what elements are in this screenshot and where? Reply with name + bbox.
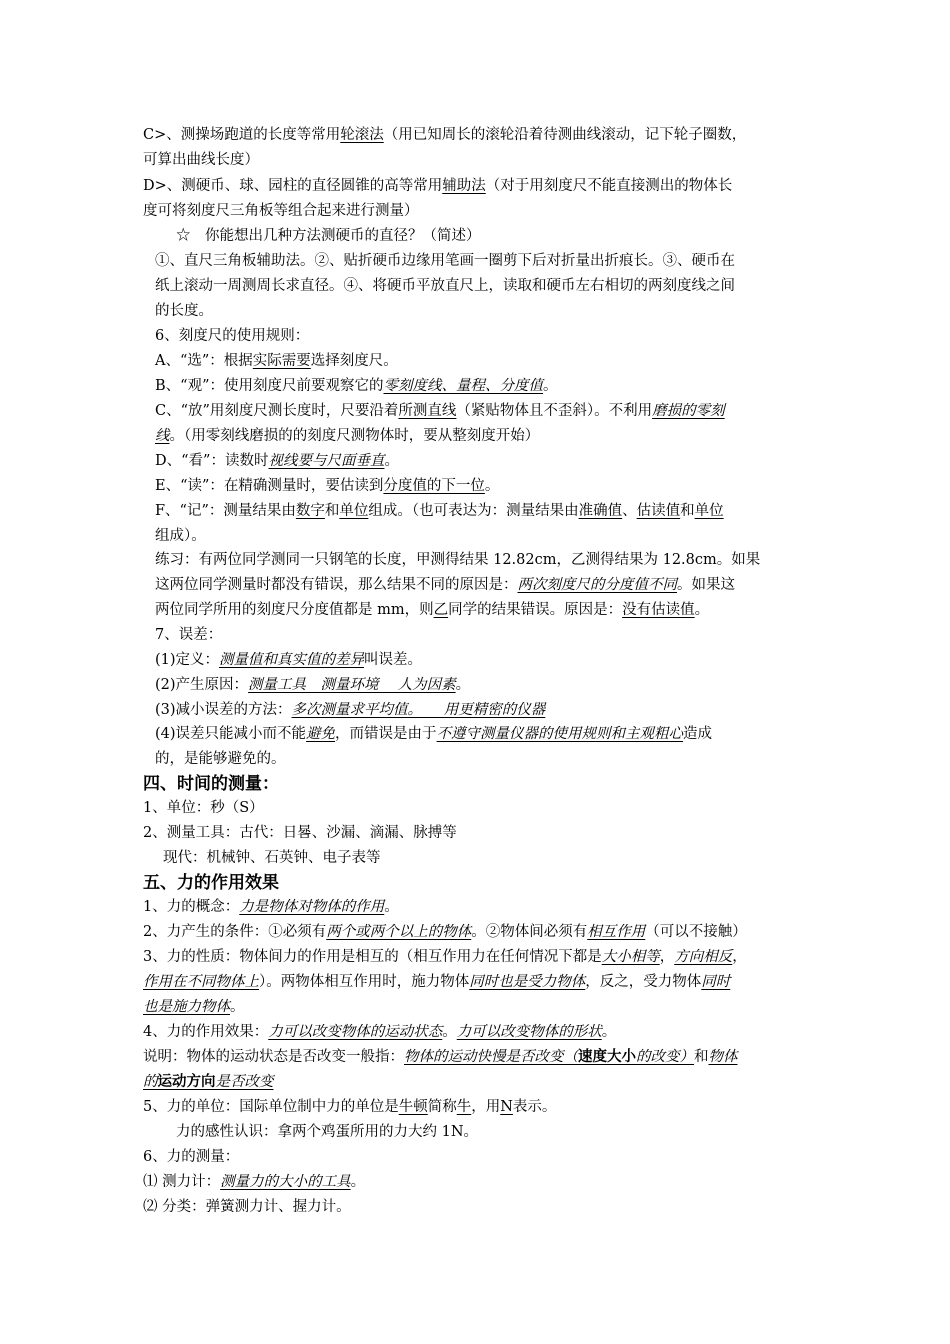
underlined-answer: 估读值 [636,503,681,519]
text-segment: 和 [324,503,340,519]
text-segment: （可以不接触） [645,924,747,940]
text-segment: 4、力的作用效果： [143,1024,269,1040]
underlined-answer: 力可以改变物体的形状 [456,1024,602,1040]
text-segment: 和 [680,503,695,519]
text-segment: 6、力的测量： [143,1149,240,1165]
underlined-answer: 乙 [433,602,449,618]
text-line [143,1047,813,1067]
text-line [143,947,813,967]
underlined-answer: 也是施力物体 [143,999,230,1015]
text-segment: 。 [601,1024,617,1040]
underlined-answer: 力是物体对物体的作用 [239,899,385,915]
text-line [143,922,813,942]
text-segment: 。 [350,1174,366,1190]
text-segment: 1、力的概念： [143,899,240,915]
text-segment: 五、力的作用效果 [143,873,279,893]
text-line [143,1147,813,1167]
underlined-answer: 准确值 [578,503,623,519]
underlined-answer: 两个或两个以上的物体 [326,924,472,940]
text-line [155,600,825,620]
text-segment: 组成。（也可表达为：测量结果由 [368,503,579,519]
text-line [176,226,846,246]
underlined-answer: 运动方向 [157,1073,216,1090]
text-segment: C>、测操场跑道的长度等常用 [143,127,341,143]
text-segment: A、“选”：根据 [155,353,253,369]
underlined-answer: 速度大小 [578,1048,636,1065]
text-line [155,351,825,371]
text-segment: 这两位同学测量时都没有错误，那么结果不同的原因是： [155,577,518,593]
underlined-answer: 轮滚法 [340,127,384,143]
underlined-answer: 是否改变 [215,1074,274,1090]
text-line [155,724,825,744]
text-line [155,700,825,720]
underlined-answer: 多次测量求平均值。 用更精密的仪器 [291,702,546,718]
underlined-answer: 单位 [339,503,369,519]
underlined-answer: 分度值的下一位 [383,478,485,494]
text-line [155,476,825,496]
text-segment: 和 [694,1049,709,1065]
text-segment: ⑵ 分类：弹簧测力计、握力计。 [143,1199,351,1215]
text-segment: 度可将刻度尺三角板等组合起来进行测量） [143,203,419,219]
underlined-answer: 同时也是受力物体 [469,974,586,990]
text-line [155,401,825,421]
text-segment: 5、力的单位：国际单位制中力的单位是 [143,1099,399,1115]
text-line [143,125,813,145]
text-line [155,575,825,595]
underlined-answer: 同时 [701,974,731,990]
text-line [155,426,825,446]
text-segment: 练习：有两位同学测同一只钢笔的长度，甲测得结果 12.82cm，乙测得结果为 12.8cm。如果 [155,552,761,568]
text-segment: 。②物体间必须有 [471,924,588,940]
text-line [143,1022,813,1042]
text-segment: E、“读”：在精确测量时，要估读到 [155,478,384,494]
underlined-answer: 的改变） [636,1049,694,1065]
underlined-answer: 测量力的大小的工具 [220,1174,351,1190]
text-segment: 简称 [427,1099,457,1115]
text-segment: 7、误差： [155,627,223,643]
underlined-answer: 视线要与尺面垂直 [268,453,385,469]
underlined-answer: 相互作用 [587,924,646,940]
text-segment: （用已知周长的滚轮沿着待测曲线滚动，记下轮子圈数， [383,127,747,143]
text-line [143,201,813,221]
text-line [143,1097,813,1117]
text-segment: 同学的结果错误。原因是： [448,602,623,618]
underlined-answer: 方向相反 [674,949,733,965]
text-line [155,276,825,296]
text-segment: (1)定义： [155,652,220,668]
text-line [155,376,825,396]
text-segment: 。（用零刻线磨损的的刻度尺测物体时，要从整刻度开始） [169,428,540,444]
section-heading [143,773,279,795]
text-segment: 。 [384,899,399,915]
underlined-answer: 力可以改变物体的运动状态 [268,1024,443,1040]
text-segment: （对于用刻度尺不能直接测出的物体长 [485,178,733,194]
underlined-answer: 线 [155,428,170,444]
text-line [155,501,825,521]
text-line [143,150,813,170]
underlined-answer: 物体的运动快慢是否改变（ [404,1049,578,1065]
underlined-answer: 没有估读值 [622,602,695,618]
underlined-answer: 不遵守测量仪器的使用规则和主观粗心 [436,726,684,742]
text-line [143,972,813,992]
underlined-answer: 测量值和真实值的差异 [219,652,365,668]
underlined-answer: 的 [143,1074,158,1090]
text-segment: 。 [442,1024,457,1040]
text-line [155,749,825,769]
text-line [155,550,825,570]
text-segment: 。 [230,999,245,1015]
text-line [143,1172,813,1192]
text-segment: 两位同学所用的刻度尺分度值都是 mm，则 [155,602,434,618]
text-segment: (2)产生原因： [155,677,249,693]
text-segment: ①、直尺三角板辅助法。②、贴折硬币边缘用笔画一圈剪下后对折量出折痕长。③、硬币在 [155,253,735,269]
text-segment: ， [732,949,747,965]
text-segment: 选择刻度尺。 [310,353,398,369]
text-segment: 1、单位：秒（S） [143,800,264,816]
text-segment: F、“记”：测量结果由 [155,503,296,519]
text-segment: D、“看”：读数时 [155,453,269,469]
text-segment: 说明：物体的运动状态是否改变一般指： [143,1049,404,1065]
text-segment: 纸上滚动一周测周长求直径。④、将硬币平放直尺上，读取和硬币左右相切的两刻度线之间 [155,278,735,294]
text-segment: ⑴ 测力计： [143,1174,221,1190]
underlined-answer: 测量工具 测量环境 人为因素 [248,677,456,693]
text-line [143,823,813,843]
text-segment: （紧贴物体且不歪斜）。不利用 [456,403,653,419]
text-line [163,848,833,868]
underlined-answer: N [500,1099,513,1115]
text-segment: 可算出曲线长度） [143,152,259,168]
text-segment: 四、时间的测量： [143,774,279,794]
text-segment: ，而错误是由于 [335,726,437,742]
underlined-answer: 辅助法 [442,178,486,194]
text-segment: 力的感性认识：拿两个鸡蛋所用的力大约 1N。 [176,1124,479,1140]
section-heading [143,872,279,894]
text-segment: 、 [622,503,637,519]
text-segment: 。如果这 [677,577,735,593]
text-line [143,176,813,196]
text-line [155,625,825,645]
text-segment: 的长度。 [155,303,213,319]
text-segment: 。 [455,677,471,693]
text-line [143,1072,813,1092]
text-segment: 2、测量工具：古代：日晷、沙漏、滴漏、脉搏等 [143,825,457,841]
text-line [155,675,825,695]
text-line [143,798,813,818]
underlined-answer: 磨损的零刻 [652,403,725,419]
underlined-answer: 作用在不同物体上 [143,974,259,990]
text-segment: 组成）。 [155,528,206,544]
text-segment: ）。两物体相互作用时，施力物体 [259,974,470,990]
text-line [155,301,825,321]
text-segment: ☆ 你能想出几种方法测硬币的直径？（简述） [176,228,481,244]
text-segment: (3)减小误差的方法： [155,702,292,718]
text-line [155,451,825,471]
text-segment: (4)误差只能减小而不能 [155,726,307,742]
text-segment: 。 [694,602,710,618]
text-segment: 。 [542,378,558,394]
text-segment: 现代：机械钟、石英钟、电子表等 [163,850,381,866]
text-segment: ，用 [471,1099,501,1115]
text-segment: 6、刻度尺的使用规则： [155,328,310,344]
text-line [143,897,813,917]
underlined-answer: 实际需要 [252,353,311,369]
text-segment: 。 [384,453,399,469]
underlined-answer: 牛 [456,1099,472,1115]
text-line [143,1197,813,1217]
text-segment: ，反之，受力物体 [585,974,702,990]
underlined-answer: 单位 [694,503,724,519]
text-segment: B、“观”：使用刻度尺前要观察它的 [155,378,384,394]
text-segment: D>、测硬币、球、园柱的直径圆锥的高等常用 [143,178,443,194]
text-segment: C、“放”用刻度尺测长度时，尺要沿着 [155,403,399,419]
text-line [143,997,813,1017]
text-segment: 的，是能够避免的。 [155,751,286,767]
underlined-answer: 数字 [295,503,325,519]
text-segment: 。 [484,478,500,494]
underlined-answer: 零刻度线、量程、分度值 [383,378,543,394]
text-line [155,526,825,546]
text-line [155,650,825,670]
underlined-answer: 大小相等 [601,949,660,965]
underlined-answer: 所测直线 [398,403,457,419]
underlined-answer: 避免 [306,726,336,742]
text-segment: 表示。 [512,1099,557,1115]
text-line [155,326,825,346]
underlined-answer: 牛顿 [398,1099,428,1115]
text-segment: 叫误差。 [364,652,423,668]
text-line [155,251,825,271]
text-segment: ， [659,949,675,965]
underlined-answer: 两次刻度尺的分度值不同 [517,577,677,593]
text-segment: 2、力产生的条件：①必须有 [143,924,327,940]
text-segment: 3、力的性质：物体间力的作用是相互的（相互作用力在任何情况下都是 [143,949,602,965]
text-line [176,1122,846,1142]
underlined-answer: 物体 [708,1049,738,1065]
text-segment: 造成 [683,726,713,742]
